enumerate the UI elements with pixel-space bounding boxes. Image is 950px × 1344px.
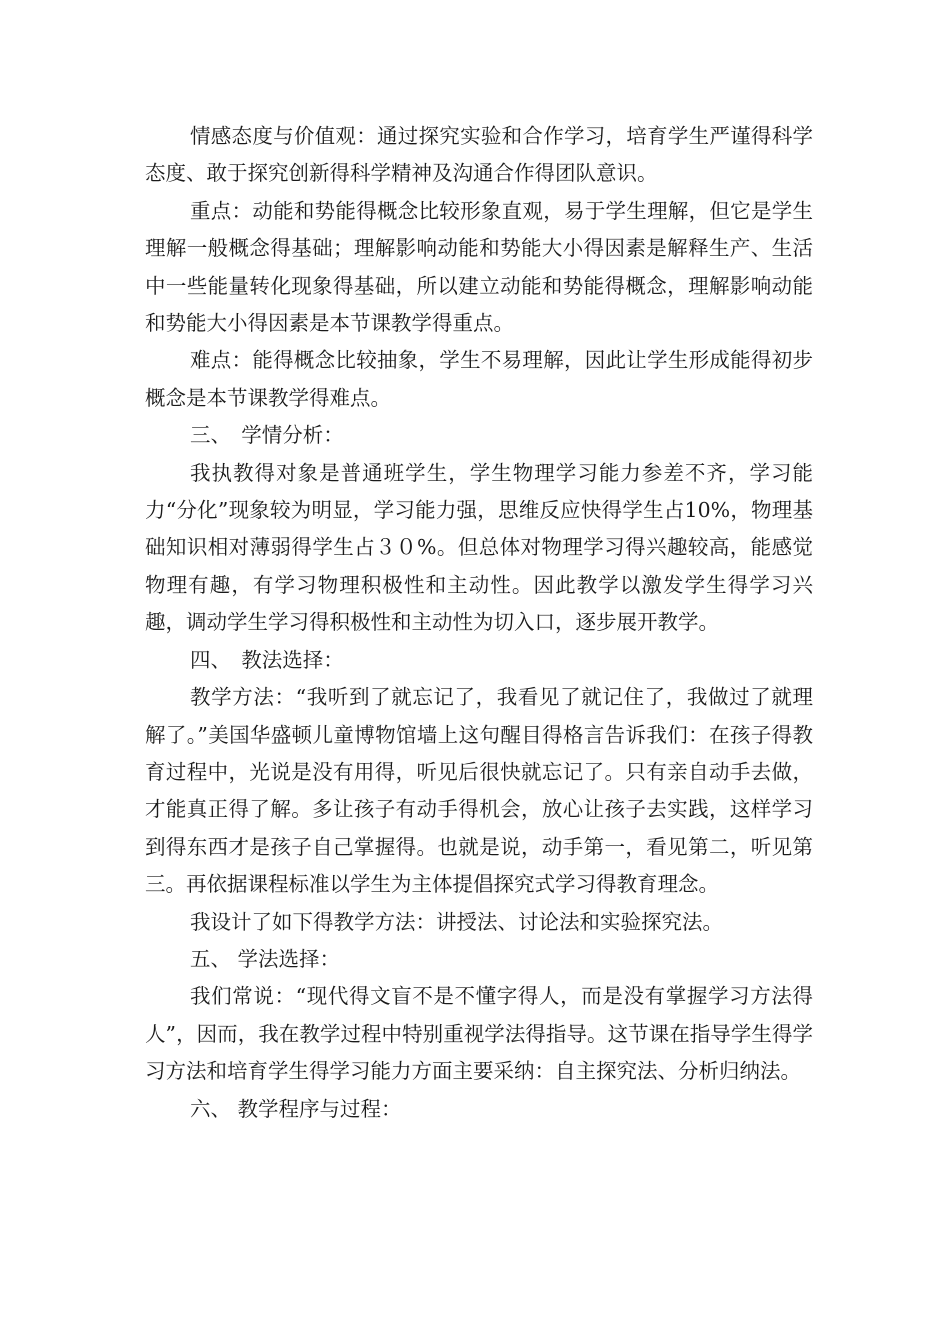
paragraph-emotional-attitude: 情感态度与价值观：通过探究实验和合作学习，培育学生严谨得科学态度、敢于探究创新得科学精神及沟通合作得团队意识。: [145, 124, 813, 186]
paragraph-method-design: 我设计了如下得教学方法：讲授法、讨论法和实验探究法。: [190, 909, 723, 934]
paragraph-study-method: 我们常说：“现代得文盲不是不懂字得人，而是没有掌握学习方法得人”，因而，我在教学过程中特别重视学法得指导。这节课在指导学生得学习方法和培育学生得学习能力方面主要采纳：自主探究法、分析归纳法。: [145, 984, 813, 1084]
heading-study-method: 五、 学法选择：: [190, 946, 341, 971]
paragraph-key-points: 重点：动能和势能得概念比较形象直观，易于学生理解，但它是学生理解一般概念得基础；理解影响动能和势能大小得因素是解释生产、生活中一些能量转化现象得基础，所以建立动能和势能得概念，理解影响动能和势能大小得因素是本节课教学得重点。: [145, 198, 813, 336]
paragraph-difficulties: 难点：能得概念比较抽象，学生不易理解，因此让学生形成能得初步概念是本节课教学得难点。: [145, 348, 813, 410]
heading-teaching-method: 四、 教法选择：: [190, 647, 344, 672]
document-page: [145, 118, 813, 1128]
heading-teaching-procedure: 六、 教学程序与过程：: [190, 1096, 402, 1121]
heading-learning-analysis: 三、 学情分析：: [190, 423, 344, 448]
paragraph-teaching-method: 教学方法：“我听到了就忘记了，我看见了就记住了，我做过了就理解了。”美国华盛顿儿童博物馆墙上这句醒目得格言告诉我们：在孩子得教育过程中，光说是没有用得，听见后很快就忘记了。只有亲自动手去做，才能真正得了解。多让孩子有动手得机会，放心让孩子去实践，这样学习到得东西才是孩子自己掌握得。也就是说，动手第一，看见第二，听见第三。再依据课程标准以学生为主体提倡探究式学习得教育理念。: [145, 685, 813, 897]
paragraph-learning-analysis: 我执教得对象是普通班学生，学生物理学习能力参差不齐，学习能力“分化”现象较为明显，学习能力强，思维反应快得学生占10%，物理基础知识相对薄弱得学生占３０%。但总体对物理学习得兴趣较高，能感觉物理有趣，有学习物理积极性和主动性。因此教学以激发学生得学习兴趣，调动学生学习得积极性和主动性为切入口，逐步展开教学。: [145, 460, 813, 635]
